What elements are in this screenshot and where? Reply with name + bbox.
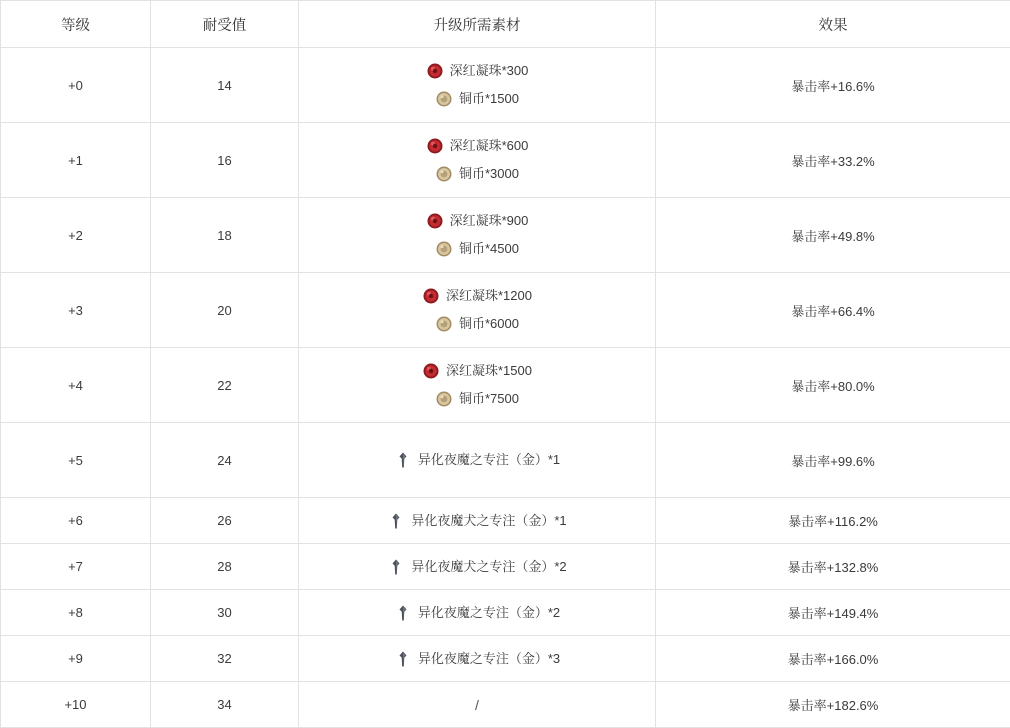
cell-durability: 30 bbox=[151, 590, 299, 636]
copper-coin-icon bbox=[435, 165, 453, 183]
material-item bbox=[475, 696, 479, 714]
cell-materials bbox=[299, 273, 656, 348]
material-item bbox=[394, 451, 560, 469]
cell-effect: 暴击率+166.0% bbox=[656, 636, 1010, 682]
cell-level: +10 bbox=[1, 682, 151, 728]
cell-level: +8 bbox=[1, 590, 151, 636]
material-list bbox=[299, 56, 655, 114]
table-header bbox=[1, 1, 1010, 48]
material-label: / bbox=[475, 696, 479, 714]
material-item bbox=[435, 390, 519, 408]
copper-coin-icon bbox=[435, 240, 453, 258]
dark-nail-icon bbox=[394, 604, 412, 622]
material-item bbox=[435, 90, 519, 108]
material-label: 深红凝珠*300 bbox=[450, 62, 529, 80]
material-item bbox=[435, 165, 519, 183]
material-item bbox=[394, 604, 560, 622]
cell-materials bbox=[299, 544, 656, 590]
material-item bbox=[435, 240, 519, 258]
table-row bbox=[1, 423, 1010, 498]
red-orb-icon bbox=[422, 362, 440, 380]
cell-durability: 22 bbox=[151, 348, 299, 423]
material-label: 铜币*4500 bbox=[459, 240, 519, 258]
cell-durability: 24 bbox=[151, 423, 299, 498]
table-row bbox=[1, 348, 1010, 423]
cell-durability: 14 bbox=[151, 48, 299, 123]
cell-level: +0 bbox=[1, 48, 151, 123]
cell-materials bbox=[299, 348, 656, 423]
material-item bbox=[426, 137, 529, 155]
material-label: 铜币*1500 bbox=[459, 90, 519, 108]
cell-effect: 暴击率+99.6% bbox=[656, 423, 1010, 498]
table-row bbox=[1, 498, 1010, 544]
cell-effect: 暴击率+66.4% bbox=[656, 273, 1010, 348]
cell-effect: 暴击率+182.6% bbox=[656, 682, 1010, 728]
copper-coin-icon bbox=[435, 390, 453, 408]
material-list bbox=[299, 506, 655, 536]
cell-durability: 20 bbox=[151, 273, 299, 348]
table-row bbox=[1, 198, 1010, 273]
material-label: 深红凝珠*600 bbox=[450, 137, 529, 155]
material-label: 铜币*7500 bbox=[459, 390, 519, 408]
cell-durability: 32 bbox=[151, 636, 299, 682]
table-row bbox=[1, 636, 1010, 682]
cell-durability: 18 bbox=[151, 198, 299, 273]
column-header-durability: 耐受值 bbox=[151, 1, 299, 48]
cell-effect: 暴击率+33.2% bbox=[656, 123, 1010, 198]
material-item bbox=[426, 62, 529, 80]
cell-level: +6 bbox=[1, 498, 151, 544]
column-header-level: 等级 bbox=[1, 1, 151, 48]
material-label: 异化夜魔犬之专注（金）*1 bbox=[411, 512, 566, 530]
column-header-effect: 效果 bbox=[656, 1, 1010, 48]
material-item bbox=[422, 362, 532, 380]
red-orb-icon bbox=[426, 212, 444, 230]
table-header-row bbox=[1, 1, 1010, 48]
material-label: 异化夜魔之专注（金）*3 bbox=[418, 650, 560, 668]
material-item bbox=[394, 650, 560, 668]
cell-level: +7 bbox=[1, 544, 151, 590]
cell-durability: 28 bbox=[151, 544, 299, 590]
table-row bbox=[1, 48, 1010, 123]
cell-level: +5 bbox=[1, 423, 151, 498]
cell-durability: 16 bbox=[151, 123, 299, 198]
material-label: 铜币*6000 bbox=[459, 315, 519, 333]
material-item bbox=[426, 212, 529, 230]
table-body bbox=[1, 48, 1010, 728]
material-list bbox=[299, 281, 655, 339]
cell-materials bbox=[299, 590, 656, 636]
material-list bbox=[299, 690, 655, 720]
copper-coin-icon bbox=[435, 90, 453, 108]
cell-materials bbox=[299, 498, 656, 544]
cell-materials bbox=[299, 423, 656, 498]
table-row bbox=[1, 544, 1010, 590]
material-label: 异化夜魔之专注（金）*1 bbox=[418, 451, 560, 469]
material-label: 深红凝珠*1500 bbox=[446, 362, 532, 380]
material-label: 异化夜魔犬之专注（金）*2 bbox=[411, 558, 566, 576]
dark-nail-icon bbox=[387, 512, 405, 530]
material-list bbox=[299, 445, 655, 475]
material-list bbox=[299, 552, 655, 582]
red-orb-icon bbox=[426, 62, 444, 80]
cell-level: +2 bbox=[1, 198, 151, 273]
material-item bbox=[387, 558, 566, 576]
material-list bbox=[299, 131, 655, 189]
red-orb-icon bbox=[422, 287, 440, 305]
table-row bbox=[1, 123, 1010, 198]
material-list bbox=[299, 356, 655, 414]
table-row bbox=[1, 590, 1010, 636]
table-row bbox=[1, 273, 1010, 348]
cell-materials bbox=[299, 636, 656, 682]
cell-materials bbox=[299, 48, 656, 123]
copper-coin-icon bbox=[435, 315, 453, 333]
material-label: 异化夜魔之专注（金）*2 bbox=[418, 604, 560, 622]
dark-nail-icon bbox=[394, 451, 412, 469]
cell-materials bbox=[299, 198, 656, 273]
cell-level: +4 bbox=[1, 348, 151, 423]
material-label: 深红凝珠*1200 bbox=[446, 287, 532, 305]
cell-effect: 暴击率+132.8% bbox=[656, 544, 1010, 590]
material-label: 铜币*3000 bbox=[459, 165, 519, 183]
material-item bbox=[435, 315, 519, 333]
cell-level: +1 bbox=[1, 123, 151, 198]
dark-nail-icon bbox=[387, 558, 405, 576]
material-item bbox=[422, 287, 532, 305]
cell-level: +3 bbox=[1, 273, 151, 348]
cell-effect: 暴击率+49.8% bbox=[656, 198, 1010, 273]
material-label: 深红凝珠*900 bbox=[450, 212, 529, 230]
material-list bbox=[299, 644, 655, 674]
material-list bbox=[299, 206, 655, 264]
cell-effect: 暴击率+116.2% bbox=[656, 498, 1010, 544]
cell-effect: 暴击率+80.0% bbox=[656, 348, 1010, 423]
cell-effect: 暴击率+16.6% bbox=[656, 48, 1010, 123]
cell-durability: 26 bbox=[151, 498, 299, 544]
material-list bbox=[299, 598, 655, 628]
column-header-materials: 升级所需素材 bbox=[299, 1, 656, 48]
cell-level: +9 bbox=[1, 636, 151, 682]
material-item bbox=[387, 512, 566, 530]
cell-effect: 暴击率+149.4% bbox=[656, 590, 1010, 636]
red-orb-icon bbox=[426, 137, 444, 155]
dark-nail-icon bbox=[394, 650, 412, 668]
cell-durability: 34 bbox=[151, 682, 299, 728]
cell-materials bbox=[299, 123, 656, 198]
